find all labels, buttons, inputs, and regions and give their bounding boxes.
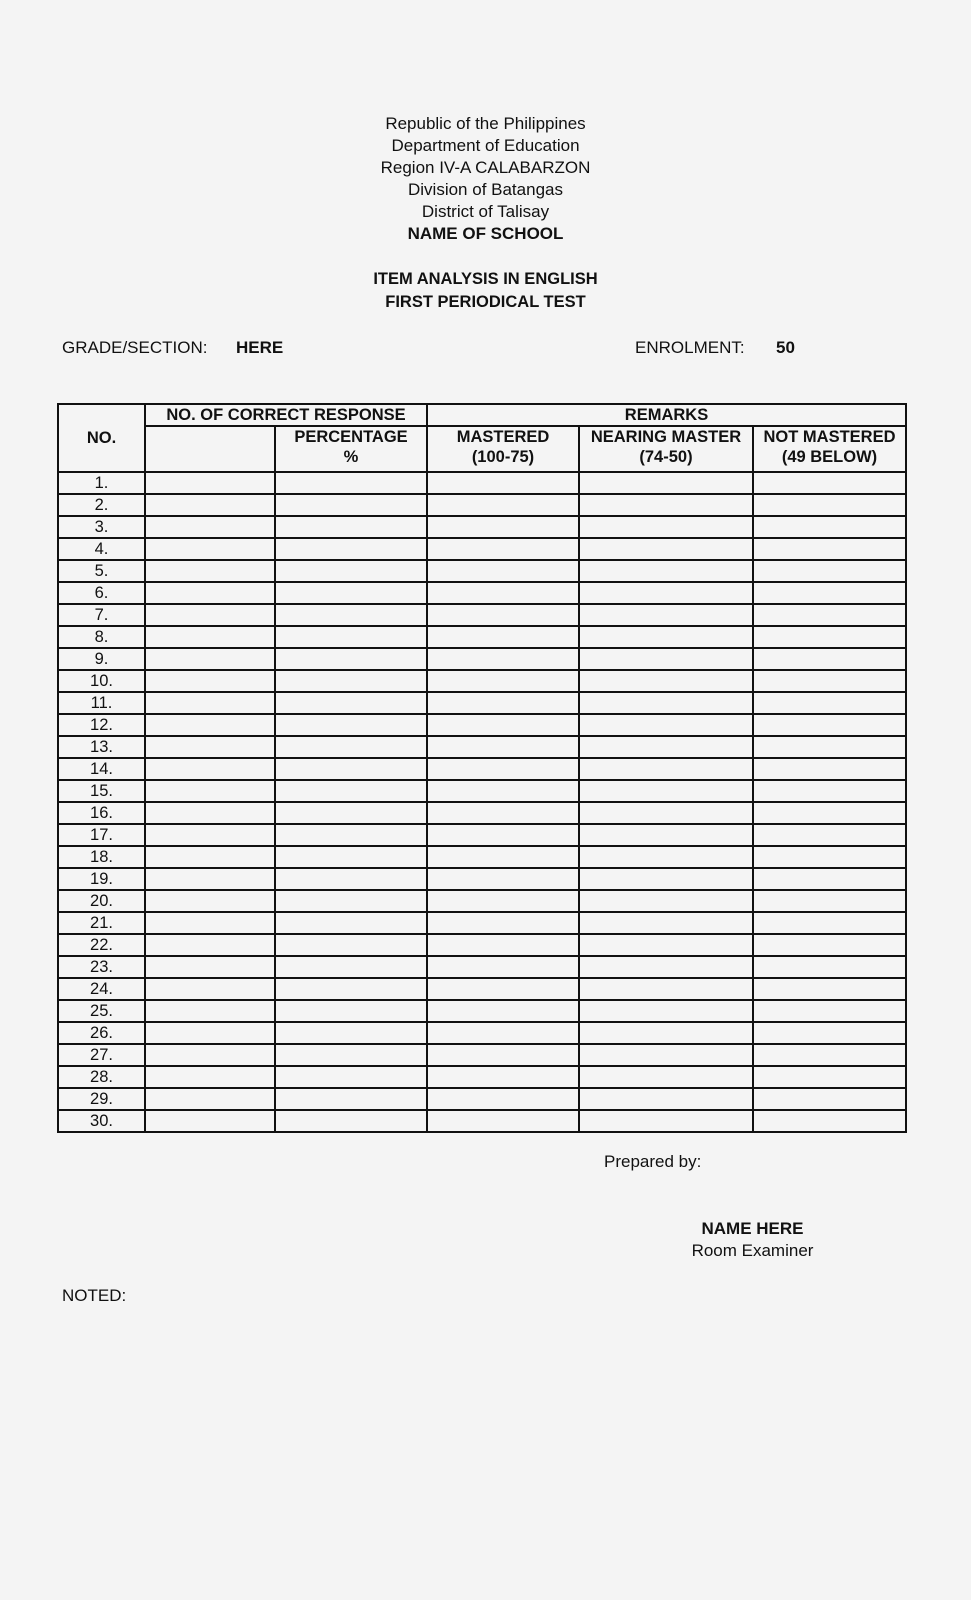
blank-cell [753, 582, 906, 604]
blank-cell [145, 582, 275, 604]
blank-cell [427, 604, 579, 626]
col-header-nearing-master [579, 426, 753, 472]
blank-cell [427, 868, 579, 890]
blank-cell [427, 956, 579, 978]
blank-cell [145, 1088, 275, 1110]
blank-cell [579, 604, 753, 626]
blank-cell [427, 582, 579, 604]
blank-cell [275, 472, 427, 494]
blank-cell [427, 626, 579, 648]
blank-cell [275, 758, 427, 780]
blank-cell [145, 978, 275, 1000]
blank-cell [579, 670, 753, 692]
table-row [58, 934, 906, 956]
enrolment-label: ENROLMENT: [635, 338, 745, 357]
blank-cell [275, 1110, 427, 1132]
blank-cell [427, 780, 579, 802]
blank-cell [145, 714, 275, 736]
grade-section-label: GRADE/SECTION: [62, 338, 208, 357]
blank-cell [579, 1110, 753, 1132]
blank-cell [145, 670, 275, 692]
blank-cell [275, 1066, 427, 1088]
blank-cell [753, 604, 906, 626]
table-row [58, 1044, 906, 1066]
blank-cell [753, 538, 906, 560]
item-number: 1. [58, 472, 145, 494]
grade-section-field [62, 338, 283, 358]
col-header-correct-response: NO. OF CORRECT RESPONSE [145, 404, 427, 426]
table-row [58, 956, 906, 978]
blank-cell [753, 978, 906, 1000]
item-number: 20. [58, 890, 145, 912]
blank-cell [275, 1088, 427, 1110]
blank-cell [275, 956, 427, 978]
blank-cell [427, 934, 579, 956]
blank-cell [275, 714, 427, 736]
blank-cell [579, 1088, 753, 1110]
examiner-role: Room Examiner [691, 1241, 814, 1260]
item-number: 14. [58, 758, 145, 780]
percentage-unit: % [343, 448, 359, 466]
blank-cell [579, 472, 753, 494]
blank-cell [275, 1022, 427, 1044]
blank-cell [753, 1088, 906, 1110]
table-row [58, 626, 906, 648]
item-number: 23. [58, 956, 145, 978]
blank-cell [579, 780, 753, 802]
col-header-remarks: REMARKS [427, 404, 906, 426]
blank-cell [579, 692, 753, 714]
nearing-label: NEARING MASTER [590, 428, 742, 446]
table-row [58, 736, 906, 758]
blank-cell [145, 824, 275, 846]
blank-cell [753, 1110, 906, 1132]
blank-cell [275, 736, 427, 758]
table-row [58, 868, 906, 890]
blank-cell [579, 714, 753, 736]
blank-cell [753, 802, 906, 824]
blank-cell [579, 560, 753, 582]
blank-cell [753, 1066, 906, 1088]
table-row [58, 582, 906, 604]
table-row [58, 846, 906, 868]
table-row [58, 824, 906, 846]
item-number: 7. [58, 604, 145, 626]
col-header-count [145, 426, 275, 472]
blank-cell [275, 670, 427, 692]
blank-cell [145, 956, 275, 978]
table-row [58, 714, 906, 736]
item-number: 5. [58, 560, 145, 582]
blank-cell [579, 956, 753, 978]
col-header-mastered [427, 426, 579, 472]
grade-section-value: HERE [236, 338, 284, 357]
blank-cell [753, 824, 906, 846]
blank-cell [579, 582, 753, 604]
blank-cell [753, 1044, 906, 1066]
table-row [58, 648, 906, 670]
title-line-2: FIRST PERIODICAL TEST [385, 293, 586, 311]
table-row [58, 1088, 906, 1110]
table-row [58, 780, 906, 802]
blank-cell [145, 1000, 275, 1022]
table-row [58, 1000, 906, 1022]
col-header-percentage [275, 426, 427, 472]
blank-cell [275, 824, 427, 846]
letterhead-line: Department of Education [391, 136, 580, 155]
blank-cell [579, 1044, 753, 1066]
blank-cell [427, 516, 579, 538]
blank-cell [579, 1022, 753, 1044]
table-row [58, 1110, 906, 1132]
blank-cell [579, 890, 753, 912]
blank-cell [753, 736, 906, 758]
letterhead-line: Republic of the Philippines [385, 114, 586, 133]
blank-cell [427, 912, 579, 934]
blank-cell [145, 604, 275, 626]
blank-cell [427, 538, 579, 560]
blank-cell [275, 516, 427, 538]
letterhead [0, 113, 971, 245]
item-number: 18. [58, 846, 145, 868]
blank-cell [427, 472, 579, 494]
blank-cell [145, 758, 275, 780]
blank-cell [145, 890, 275, 912]
blank-cell [753, 472, 906, 494]
blank-cell [275, 1000, 427, 1022]
noted-label: NOTED: [62, 1286, 127, 1305]
item-number: 19. [58, 868, 145, 890]
letterhead-line: Region IV-A CALABARZON [380, 158, 591, 177]
item-number: 9. [58, 648, 145, 670]
blank-cell [275, 604, 427, 626]
blank-cell [579, 758, 753, 780]
blank-cell [275, 934, 427, 956]
blank-cell [145, 868, 275, 890]
blank-cell [753, 494, 906, 516]
blank-cell [753, 1022, 906, 1044]
signature-block [670, 1218, 835, 1262]
blank-cell [275, 868, 427, 890]
blank-cell [579, 978, 753, 1000]
blank-cell [145, 494, 275, 516]
item-number: 11. [58, 692, 145, 714]
table-row [58, 912, 906, 934]
blank-cell [145, 802, 275, 824]
blank-cell [145, 648, 275, 670]
letterhead-line: Division of Batangas [408, 180, 563, 199]
item-number: 21. [58, 912, 145, 934]
blank-cell [275, 648, 427, 670]
blank-cell [427, 846, 579, 868]
blank-cell [427, 802, 579, 824]
blank-cell [579, 824, 753, 846]
item-number: 26. [58, 1022, 145, 1044]
blank-cell [753, 956, 906, 978]
letterhead-line: District of Talisay [421, 202, 550, 221]
blank-cell [753, 846, 906, 868]
blank-cell [427, 758, 579, 780]
blank-cell [753, 934, 906, 956]
blank-cell [145, 692, 275, 714]
blank-cell [579, 736, 753, 758]
table-row [58, 560, 906, 582]
blank-cell [753, 912, 906, 934]
blank-cell [145, 736, 275, 758]
table-row [58, 538, 906, 560]
blank-cell [427, 648, 579, 670]
table-row [58, 472, 906, 494]
blank-cell [427, 494, 579, 516]
blank-cell [427, 1022, 579, 1044]
blank-cell [275, 538, 427, 560]
table-row [58, 1066, 906, 1088]
blank-cell [427, 560, 579, 582]
blank-cell [579, 538, 753, 560]
blank-cell [275, 802, 427, 824]
table-body [58, 472, 906, 1132]
prepared-by-label: Prepared by: [604, 1152, 702, 1171]
col-header-not-mastered [753, 426, 906, 472]
item-number: 10. [58, 670, 145, 692]
table-row [58, 1022, 906, 1044]
table-row [58, 978, 906, 1000]
blank-cell [427, 670, 579, 692]
blank-cell [753, 648, 906, 670]
blank-cell [579, 912, 753, 934]
blank-cell [145, 912, 275, 934]
blank-cell [145, 1022, 275, 1044]
item-analysis-table [57, 403, 907, 1133]
percentage-label: PERCENTAGE [294, 428, 408, 446]
blank-cell [275, 582, 427, 604]
blank-cell [427, 890, 579, 912]
blank-cell [145, 626, 275, 648]
item-number: 4. [58, 538, 145, 560]
blank-cell [145, 1110, 275, 1132]
table-row [58, 494, 906, 516]
table-row [58, 758, 906, 780]
table-row [58, 802, 906, 824]
blank-cell [275, 890, 427, 912]
blank-cell [427, 714, 579, 736]
blank-cell [145, 516, 275, 538]
blank-cell [427, 824, 579, 846]
blank-cell [427, 1088, 579, 1110]
blank-cell [427, 692, 579, 714]
item-number: 25. [58, 1000, 145, 1022]
blank-cell [145, 1044, 275, 1066]
blank-cell [753, 868, 906, 890]
blank-cell [753, 670, 906, 692]
blank-cell [275, 846, 427, 868]
blank-cell [145, 934, 275, 956]
item-number: 6. [58, 582, 145, 604]
blank-cell [275, 560, 427, 582]
item-number: 24. [58, 978, 145, 1000]
item-number: 8. [58, 626, 145, 648]
item-number: 3. [58, 516, 145, 538]
blank-cell [145, 1066, 275, 1088]
item-number: 17. [58, 824, 145, 846]
blank-cell [579, 626, 753, 648]
blank-cell [145, 472, 275, 494]
mastered-range: (100-75) [471, 448, 535, 466]
blank-cell [145, 846, 275, 868]
blank-cell [275, 978, 427, 1000]
blank-cell [427, 736, 579, 758]
blank-cell [753, 714, 906, 736]
item-number: 28. [58, 1066, 145, 1088]
blank-cell [275, 692, 427, 714]
blank-cell [579, 868, 753, 890]
blank-cell [427, 978, 579, 1000]
enrolment-field [635, 338, 795, 358]
school-name: NAME OF SCHOOL [407, 224, 564, 243]
table-row [58, 670, 906, 692]
item-number: 16. [58, 802, 145, 824]
item-number: 27. [58, 1044, 145, 1066]
table-row [58, 692, 906, 714]
blank-cell [579, 802, 753, 824]
blank-cell [753, 626, 906, 648]
not-mastered-range: (49 BELOW) [781, 448, 878, 466]
title-line-1: ITEM ANALYSIS IN ENGLISH [373, 270, 598, 288]
blank-cell [275, 626, 427, 648]
enrolment-value: 50 [776, 338, 795, 357]
blank-cell [579, 846, 753, 868]
table-row [58, 890, 906, 912]
blank-cell [427, 1066, 579, 1088]
document-title [0, 268, 971, 314]
blank-cell [275, 494, 427, 516]
blank-cell [753, 758, 906, 780]
blank-cell [579, 1000, 753, 1022]
blank-cell [753, 780, 906, 802]
blank-cell [145, 538, 275, 560]
item-number: 30. [58, 1110, 145, 1132]
nearing-range: (74-50) [639, 448, 693, 466]
blank-cell [753, 890, 906, 912]
blank-cell [427, 1110, 579, 1132]
blank-cell [753, 692, 906, 714]
blank-cell [753, 516, 906, 538]
blank-cell [427, 1000, 579, 1022]
mastered-label: MASTERED [456, 428, 550, 446]
examiner-name: NAME HERE [701, 1219, 804, 1238]
blank-cell [579, 494, 753, 516]
item-number: 12. [58, 714, 145, 736]
blank-cell [275, 912, 427, 934]
blank-cell [275, 1044, 427, 1066]
blank-cell [145, 560, 275, 582]
item-number: 2. [58, 494, 145, 516]
blank-cell [579, 648, 753, 670]
item-number: 13. [58, 736, 145, 758]
blank-cell [579, 1066, 753, 1088]
item-number: 15. [58, 780, 145, 802]
not-mastered-label: NOT MASTERED [763, 428, 896, 446]
blank-cell [275, 780, 427, 802]
blank-cell [579, 516, 753, 538]
blank-cell [753, 1000, 906, 1022]
table-row [58, 516, 906, 538]
blank-cell [145, 780, 275, 802]
blank-cell [427, 1044, 579, 1066]
table-row [58, 604, 906, 626]
item-number: 29. [58, 1088, 145, 1110]
col-header-no: NO. [58, 404, 145, 472]
blank-cell [579, 934, 753, 956]
item-number: 22. [58, 934, 145, 956]
blank-cell [753, 560, 906, 582]
